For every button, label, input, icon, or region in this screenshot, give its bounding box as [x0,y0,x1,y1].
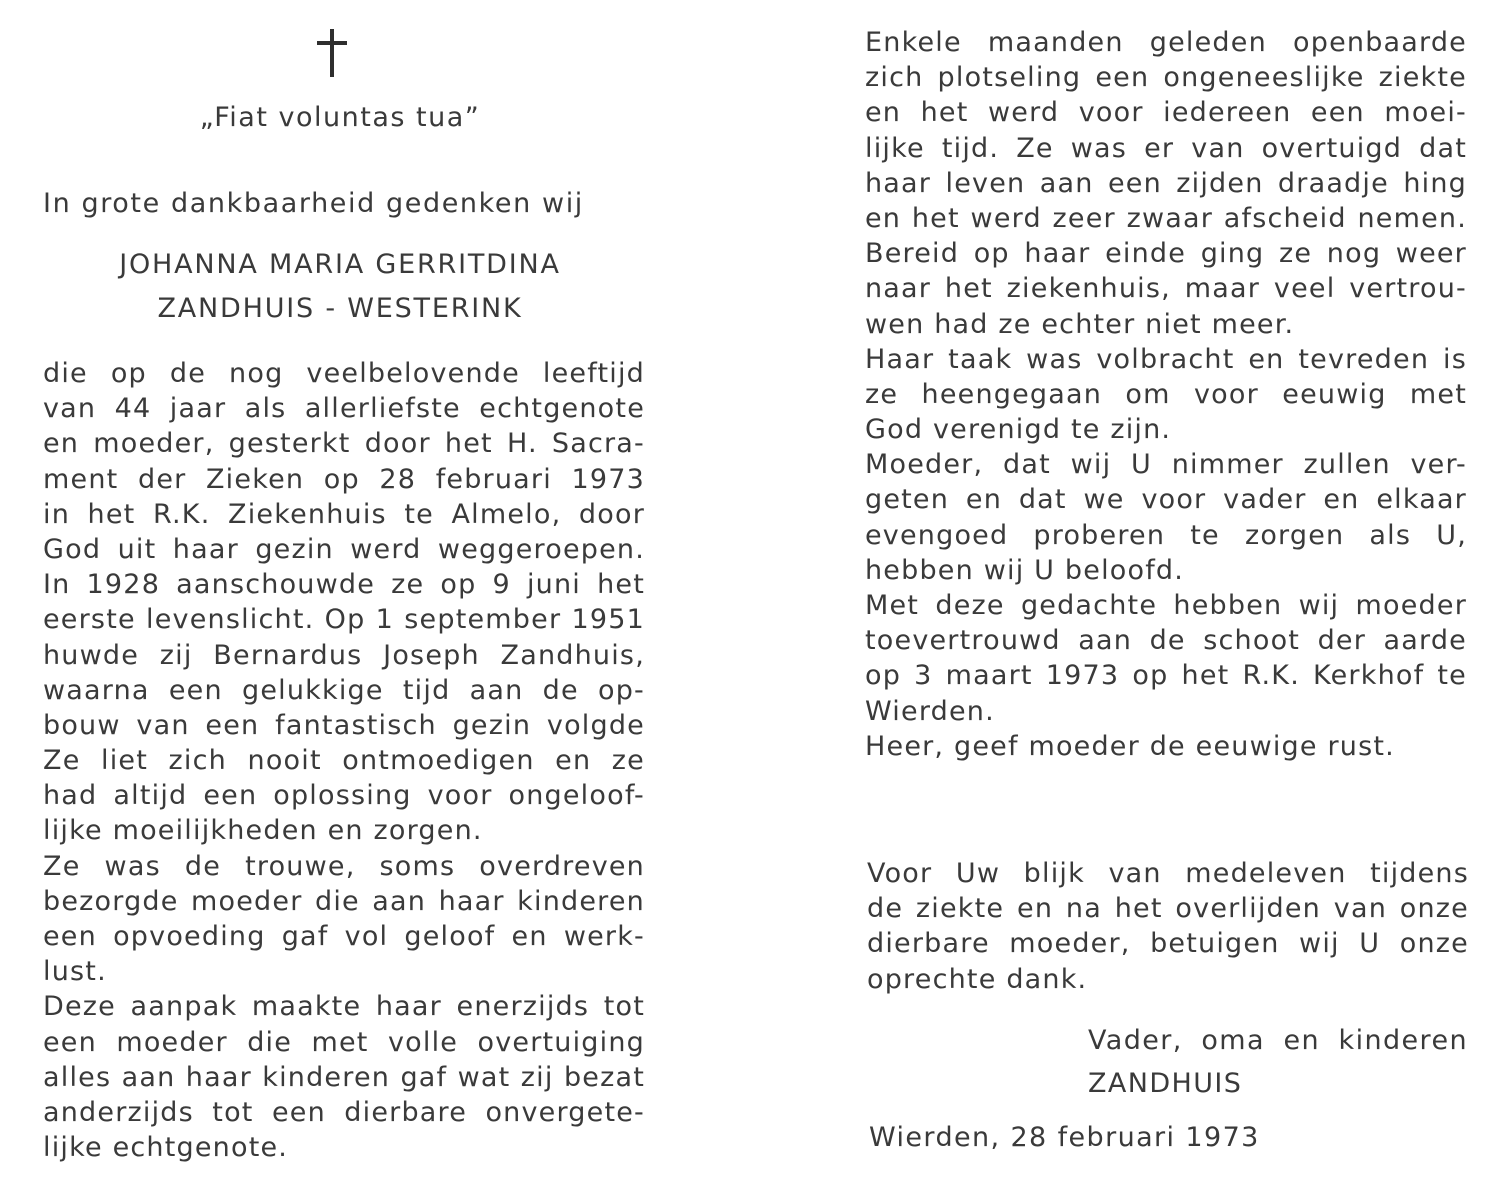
place-date: Wierden, 28 februari 1973 [869,1122,1260,1153]
text-line: lijke echtgenote. [43,1132,289,1164]
text-line: lijke moeilijkheden en zorgen. [43,815,483,847]
text-line: wen had ze echter niet meer. [865,308,1295,340]
text-line: hebben wij U beloofd. [865,554,1185,586]
text-line: bezorgde moeder die aan haar kinderen [43,885,645,917]
text-line: Bereid op haar einde ging ze nog weer [865,238,1467,270]
right-column-text [865,25,1467,764]
thanks-text [867,856,1469,997]
text-line: had altijd een oplossing voor ongeloof- [43,780,645,812]
text-line: Haar taak was volbracht en tevreden is [865,343,1467,375]
text-line: Ze was de trouwe, soms overdreven [43,850,645,882]
text-line: geten en dat we voor vader en elkaar [865,484,1467,516]
text-line: zich plotseling een ongeneeslijke ziekte [865,62,1467,94]
text-line: Voor Uw blijk van medeleven tijdens [867,858,1469,889]
text-line: en moeder, gesterkt door het H. Sacra- [43,428,645,460]
text-line: lijke tijd. Ze was er van overtuigd dat [865,132,1467,164]
text-line: ze heengegaan om voor eeuwig met [865,378,1467,410]
text-line: In 1928 aanschouwde ze op 9 juni het [43,569,645,601]
text-line: de ziekte en na het overlijden van onze [867,893,1469,925]
text-line: van 44 jaar als allerliefste echtgenote [43,393,645,425]
text-line: Met deze gedachte hebben wij moeder [865,590,1467,621]
text-line: Wierden. [865,695,995,727]
text-line: in het R.K. Ziekenhuis te Almelo, door [43,498,645,530]
deceased-name-first: JOHANNA MARIA GERRITDINA [119,249,561,280]
text-line: God verenigd te zijn. [865,414,1172,446]
text-line: toevertrouwd aan de schoot der aarde [865,625,1467,657]
text-line: huwde zij Bernardus Joseph Zandhuis, [43,639,645,671]
text-line: en het werd voor iedereen een moei- [865,97,1467,129]
text-line: Enkele maanden geleden openbaarde [865,27,1467,58]
text-line: Ze liet zich nooit ontmoedigen en ze [43,745,645,777]
text-line: en het werd zeer zwaar afscheid nemen. [865,202,1467,234]
signature-family: Vader, oma en kinderen [1088,1025,1468,1056]
left-column-text [43,356,645,1165]
cross-icon [315,28,349,78]
text-line: God uit haar gezin werd weggeroepen. [43,533,645,565]
text-line: naar het ziekenhuis, maar veel vertrou- [865,273,1467,305]
text-line: die op de nog veelbelovende leeftijd [43,358,645,389]
deceased-name-surname: ZANDHUIS - WESTERINK [157,293,523,324]
text-line: bouw van een fantastisch gezin volgde [43,709,645,741]
text-line: alles aan haar kinderen gaf wat zij bezat [43,1061,645,1093]
text-line: Heer, geef moeder de eeuwige rust. [865,730,1395,762]
text-line: dierbare moeder, betuigen wij U onze [867,928,1469,960]
text-line: waarna een gelukkige tijd aan de op- [43,674,645,706]
motto: „Fiat voluntas tua” [199,102,481,133]
text-line: oprechte dank. [867,963,1088,995]
intro-line: In grote dankbaarheid gedenken wij [43,188,584,219]
text-line: Moeder, dat wij U nimmer zullen ver- [865,449,1467,481]
signature-surname: ZANDHUIS [1088,1068,1243,1099]
text-line: lust. [43,956,107,988]
text-line: Deze aanpak maakte haar enerzijds tot [43,991,645,1023]
text-line: eerste levenslicht. Op 1 september 1951 [43,604,645,636]
text-line: anderzijds tot een dierbare onvergete- [43,1096,645,1128]
text-line: een opvoeding gaf vol geloof en werk- [43,921,645,952]
text-line: een moeder die met volle overtuiging [43,1026,645,1058]
text-line: evengoed proberen te zorgen als U, [865,519,1467,551]
text-line: haar leven aan een zijden draadje hing [865,167,1467,199]
text-line: op 3 maart 1973 op het R.K. Kerkhof te [865,660,1467,692]
text-line: ment der Zieken op 28 februari 1973 [43,463,645,495]
